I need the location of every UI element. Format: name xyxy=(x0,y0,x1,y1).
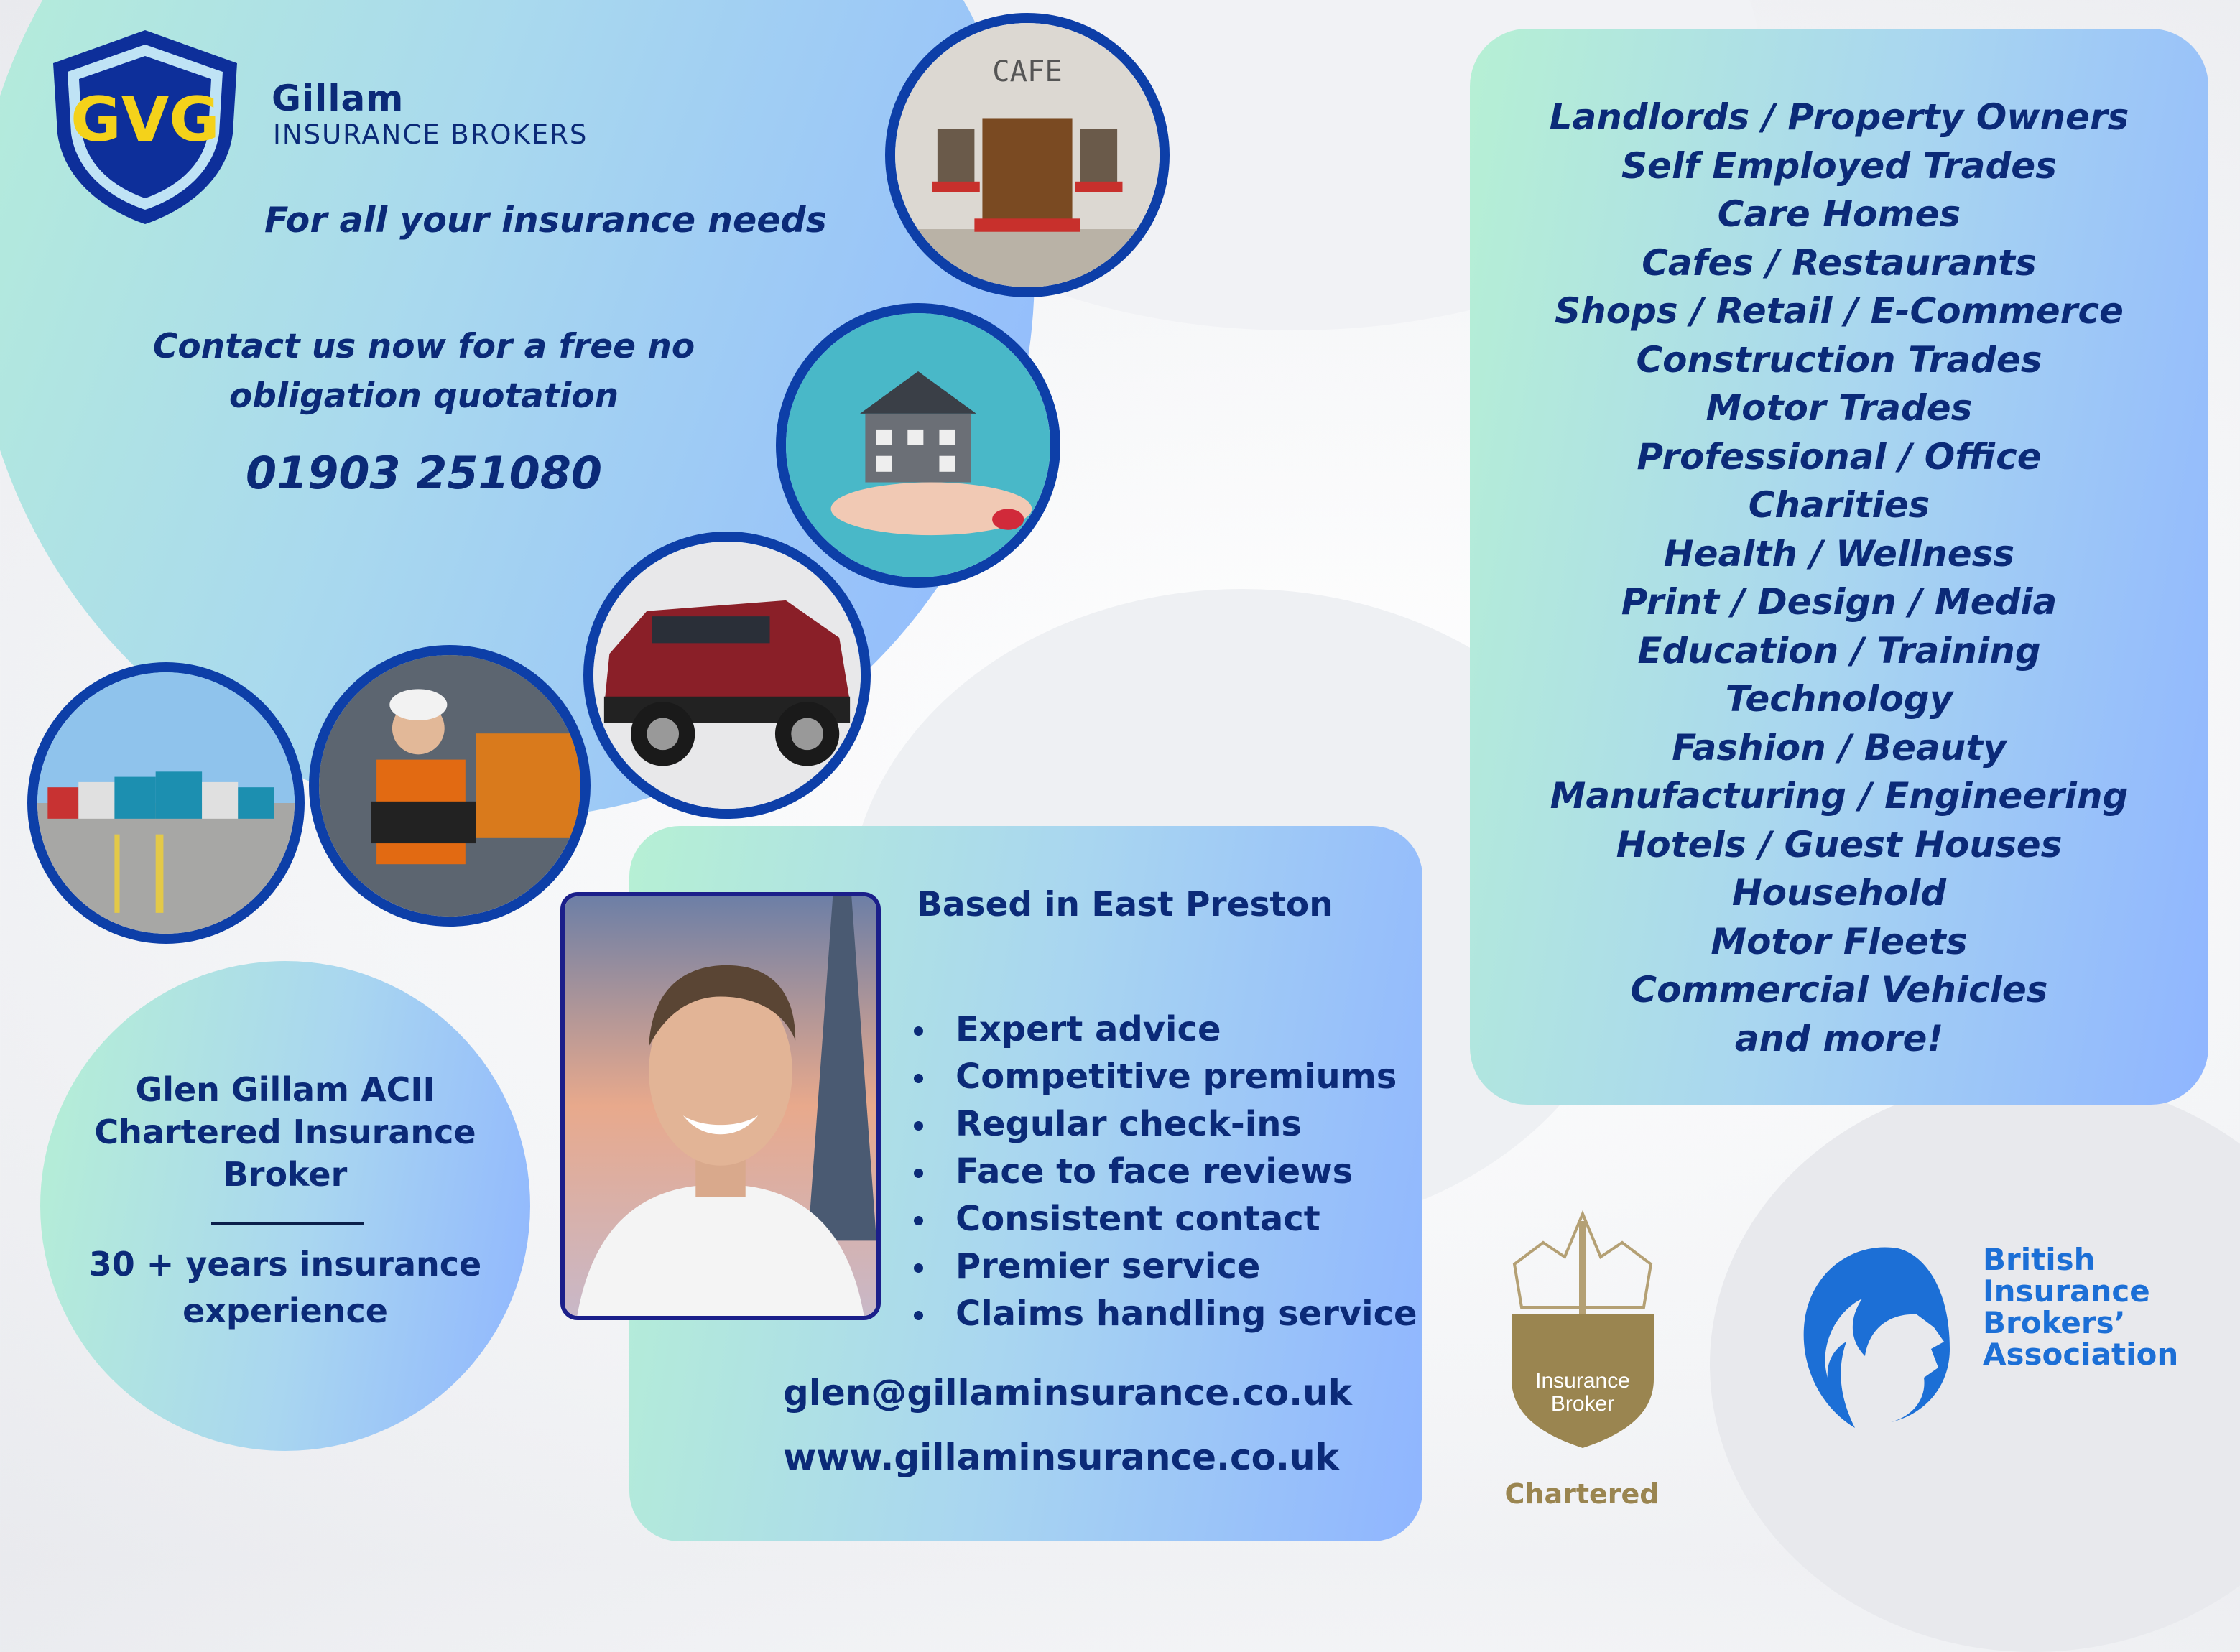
tagline: For all your insurance needs xyxy=(264,200,827,241)
cta-line-2: obligation quotation xyxy=(228,376,619,416)
van-fleet-photo xyxy=(27,662,305,944)
sector-item: Motor Trades xyxy=(1706,387,1973,429)
sector-item: and more! xyxy=(1734,1017,1944,1059)
cta-line-1: Contact us now for a free no xyxy=(152,327,695,366)
cafe-photo xyxy=(885,13,1170,297)
broker-portrait xyxy=(560,892,881,1320)
sector-item: Motor Fleets xyxy=(1711,920,1968,962)
broker-name-line-2: Chartered Insurance xyxy=(94,1113,476,1151)
broker-name xyxy=(40,1069,530,1196)
biba-wordmark xyxy=(1983,1244,2178,1370)
brand-subtitle: INSURANCE BROKERS xyxy=(273,119,588,150)
sector-item: Print / Design / Media xyxy=(1621,581,2058,623)
sector-item: Health / Wellness xyxy=(1663,532,2015,575)
sector-item: Self Employed Trades xyxy=(1621,144,2057,187)
engineer-worker-photo xyxy=(309,645,591,927)
cib-badge-line-2: Broker xyxy=(1550,1392,1615,1416)
benefit-item: Consistent contact xyxy=(910,1195,1417,1243)
email-link[interactable]: glen@gillaminsurance.co.uk xyxy=(783,1372,1352,1414)
sector-item: Care Homes xyxy=(1717,193,1961,235)
sector-item: Education / Training xyxy=(1637,629,2041,672)
location-heading: Based in East Preston xyxy=(917,885,1333,924)
suv-car-photo xyxy=(583,532,871,819)
phone-number[interactable]: 01903 251080 xyxy=(245,447,603,499)
biba-line-3: Brokers’ xyxy=(1983,1305,2126,1340)
broker-experience xyxy=(40,1241,530,1335)
biba-lion-icon xyxy=(1790,1234,1954,1435)
cafe-sign: CAFE xyxy=(992,53,1063,88)
website-link[interactable]: www.gillaminsurance.co.uk xyxy=(783,1437,1339,1478)
broker-bio-circle xyxy=(40,961,530,1451)
sector-item: Fashion / Beauty xyxy=(1672,726,2007,769)
sector-item: Landlords / Property Owners xyxy=(1549,96,2129,138)
cib-badge-line-1: Insurance xyxy=(1535,1369,1630,1393)
sector-item: Manufacturing / Engineering xyxy=(1550,775,2129,817)
biba-line-2: Insurance xyxy=(1983,1273,2150,1309)
quotation-call-to-action xyxy=(101,322,747,421)
sector-item: Household xyxy=(1731,872,1947,914)
logo-text: GVG xyxy=(70,84,220,156)
broker-name-line-3: Broker xyxy=(223,1155,348,1194)
benefits-list xyxy=(910,1006,1417,1337)
benefit-item: Face to face reviews xyxy=(910,1148,1417,1195)
benefit-item: Premier service xyxy=(910,1243,1417,1290)
chartered-insurance-broker-badge xyxy=(1500,1207,1665,1451)
insurance-sectors-panel xyxy=(1470,29,2208,1105)
sector-item: Cafes / Restaurants xyxy=(1642,241,2037,284)
sector-item: Technology xyxy=(1725,678,1953,720)
house-in-hand-photo xyxy=(776,303,1060,588)
gvg-shield-logo xyxy=(45,26,246,227)
brand-name: Gillam xyxy=(272,78,404,119)
benefit-item: Regular check-ins xyxy=(910,1100,1417,1148)
biba-line-4: Association xyxy=(1983,1337,2179,1372)
biba-line-1: British xyxy=(1983,1242,2096,1277)
divider xyxy=(211,1222,364,1225)
chartered-label: Chartered xyxy=(1504,1478,1660,1510)
sector-item: Commercial Vehicles xyxy=(1630,969,2048,1011)
sector-list xyxy=(1470,93,2208,1063)
experience-line-1: 30 + years insurance xyxy=(88,1245,482,1284)
sector-item: Shops / Retail / E-Commerce xyxy=(1555,290,2124,332)
sector-item: Professional / Office xyxy=(1637,435,2042,478)
sector-item: Construction Trades xyxy=(1636,338,2042,381)
sector-item: Charities xyxy=(1748,484,1930,526)
benefit-item: Competitive premiums xyxy=(910,1053,1417,1100)
experience-line-2: experience xyxy=(182,1291,388,1330)
broker-name-line-1: Glen Gillam ACII xyxy=(135,1070,435,1109)
benefit-item: Claims handling service xyxy=(910,1290,1417,1337)
sector-item: Hotels / Guest Houses xyxy=(1616,823,2063,866)
benefit-item: Expert advice xyxy=(910,1006,1417,1053)
